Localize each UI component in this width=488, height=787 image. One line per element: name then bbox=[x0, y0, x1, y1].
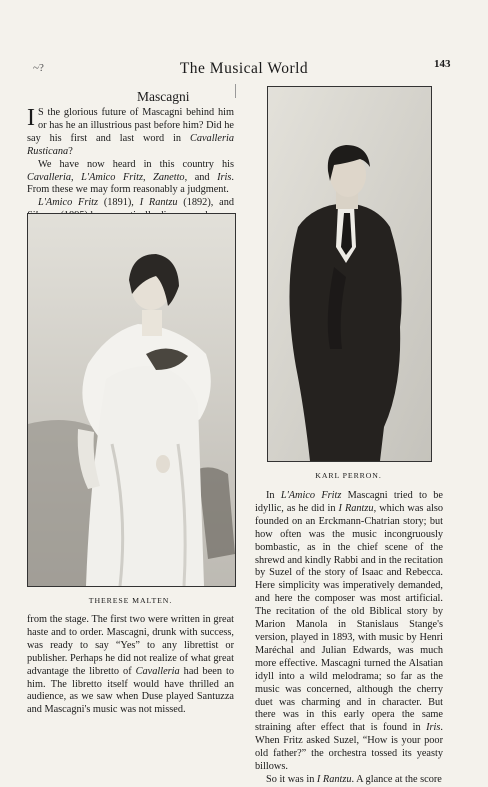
italic-run: I Rantzu bbox=[338, 502, 374, 514]
italic-run: Cavalleria Rusticana bbox=[27, 132, 234, 157]
photo-therese-malten bbox=[27, 213, 236, 587]
text-run: , bbox=[142, 171, 154, 183]
text-run: (1892), and bbox=[177, 197, 234, 209]
page-number: 143 bbox=[434, 58, 451, 70]
column-1-continued bbox=[27, 614, 234, 717]
caption-therese-malten: THERESE MALTEN. bbox=[88, 596, 173, 605]
text-run: , bbox=[71, 171, 82, 183]
photo-karl-perron bbox=[267, 86, 432, 462]
article-title: Mascagni bbox=[137, 89, 190, 104]
paragraph bbox=[255, 490, 443, 774]
portrait-man-illustration bbox=[268, 87, 431, 461]
italic-run: Iris bbox=[426, 722, 441, 734]
text-run: We have now heard in this country his bbox=[38, 158, 234, 170]
corner-mark: ~? bbox=[33, 62, 44, 74]
text-run: from the stage. The first two were written in great haste and to order. Mascagni, drunk with success, was ready to say “Yes” to any librettist or publisher. Perhaps he did not realize of what great advantage the libretto of bbox=[27, 614, 234, 677]
column-1-intro bbox=[27, 107, 234, 223]
text-run: S the glorious future of Mascagni behind him or has he an illustrious past before him? Did he say his first and last word in bbox=[27, 107, 234, 144]
caption-karl-perron: KARL PERRON. bbox=[315, 471, 382, 480]
paragraph bbox=[27, 159, 234, 198]
italic-run: L'Amico Fritz bbox=[280, 490, 342, 501]
text-run: So it was in bbox=[266, 773, 317, 785]
italic-run: I Rantzu bbox=[139, 197, 178, 209]
italic-run: Cavalleria bbox=[135, 665, 180, 677]
drop-cap: I bbox=[27, 105, 35, 131]
column-tick bbox=[235, 84, 236, 98]
paragraph bbox=[27, 107, 234, 159]
italic-run: L'Amico Fritz bbox=[81, 171, 143, 183]
text-run: Mascagni tried to be idyllic, as he did in bbox=[255, 490, 443, 514]
running-title: The Musical World bbox=[179, 60, 309, 77]
text-run: . When Fritz asked Suzel, “How is your poor old father?” the orchestra tossed its yeasty billows. bbox=[255, 722, 443, 773]
italic-run: Cavalleria bbox=[27, 171, 72, 183]
text-run: had been to him. The libretto itself would have thrilled an audience, as we saw when Duse played Santuzza and Mascagni's music was not missed. bbox=[27, 665, 234, 716]
italic-run: Iris bbox=[217, 171, 232, 183]
italic-run: I Rantzu bbox=[316, 773, 352, 785]
text-run: In bbox=[266, 490, 281, 501]
text-run: . From these we may form reasonably a judgment. bbox=[27, 171, 234, 196]
text-run: (1891), bbox=[98, 197, 140, 209]
text-run: . A glance at the score bbox=[351, 773, 442, 785]
text-run: , which was also founded on an Erckmann-Chatrian story; but how often was the music incongruously bombastic, as in the chief scene of the shrewd and kindly Rabbi and in the recitation by Suzel of the story of Isaac and Rebecca. Here simplicity was imperatively demanded, and here the composer was most artificial. The recitation of the old Biblical story by Marion Manola in Stanislaus Stange's version, played in 1893, with music by Henri Maréchal and Julian Edwards, was much more effective. Mascagni turned the Alsatian idyll into a wild melodrama; so far as the music was concerned, although the cherry duet was charming and in character. But there was in this early opera the same straining after effect that is found in bbox=[255, 502, 444, 734]
text-run: ? bbox=[68, 145, 73, 157]
column-2 bbox=[255, 490, 443, 787]
paragraph bbox=[27, 614, 234, 717]
italic-run: L'Amico Fritz bbox=[38, 197, 99, 209]
text-run: , and bbox=[184, 171, 218, 183]
portrait-woman-illustration bbox=[28, 214, 235, 586]
italic-run: Zanetto bbox=[153, 171, 185, 183]
paragraph bbox=[255, 774, 443, 787]
